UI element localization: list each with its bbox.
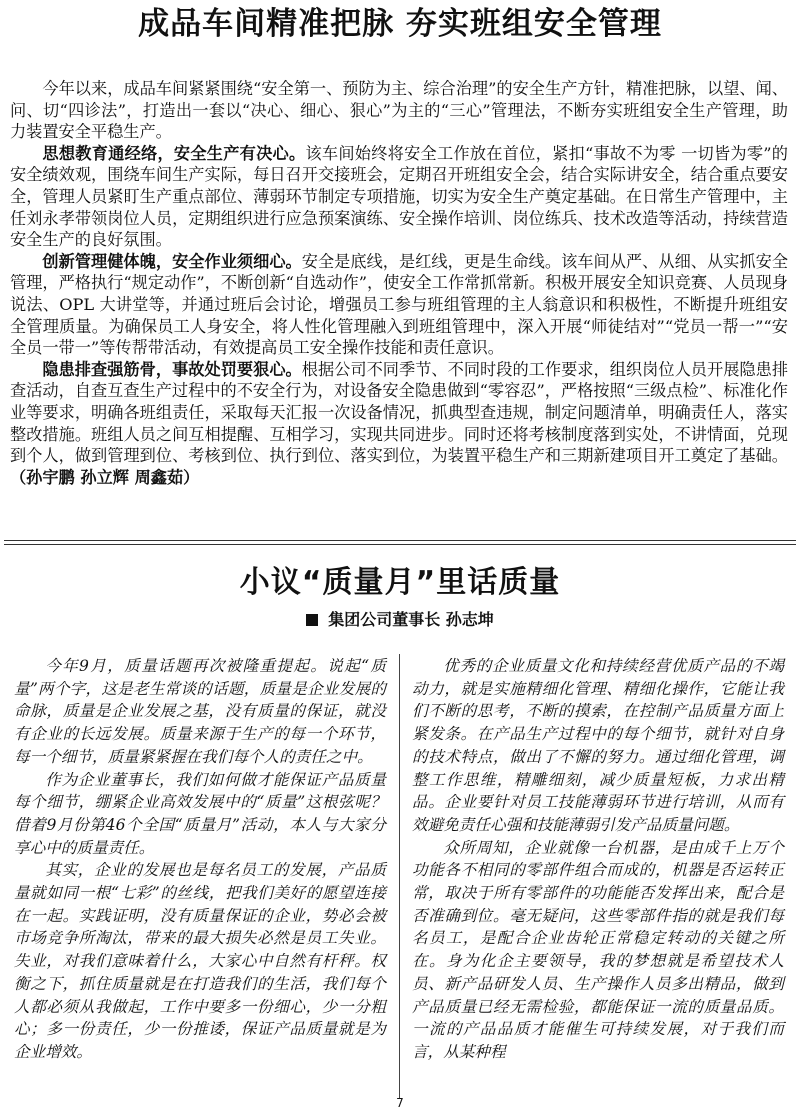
article2-paragraph: 作为企业董事长，我们如何做才能保证产品质量每个细节，绷紧企业高效发展中的“质量”这根弦呢？借着9月份第46个全国“质量月”活动，本人与大家分享心中的质量责任。: [14, 770, 386, 857]
subheading: 创新管理健体魄，安全作业须细心。: [42, 251, 302, 271]
column-divider: [399, 654, 400, 1099]
article1-title: 成品车间精准把脉 夯实班组安全管理: [138, 6, 662, 42]
page-number: 7: [396, 1096, 404, 1110]
article1-authors: （孙宇鹏 孙立辉 周鑫茹）: [10, 467, 200, 487]
section-divider: [4, 540, 796, 541]
paragraph-text: 该车间始终将安全工作放在首位，紧扣“事故不为零 一切皆为零”的安全绩效观，围绕车间生产实际，每日召开交接班会，定期召开班组安全会，结合实际讲安全，结合重点要安全，管理人员紧盯生产重点部位、薄弱环节制定专项措施，切实为安全生产奠定基础。在日常生产管理中，主任刘永孝带领岗位人员，定期组织进行应急预案演练、安全操作培训、岗位练兵、技术改造等活动，持续营造安全生产的良好氛围。: [10, 143, 788, 250]
byline-text: 集团公司董事长 孙志坤: [328, 610, 494, 629]
square-bullet-icon: [306, 614, 318, 626]
article1-paragraph: [10, 251, 788, 359]
article2-paragraph: 优秀的企业质量文化和持续经营优质产品的不竭动力，就是实施精细化管理、精细化操作，它能让我们不断的思考，不断的摸索，在控制产品质量方面上紧发条。在产品生产过程中的每个细节，就针对自身的技术特点，做出了不懈的努力。通过细化管理，调整工作思维，精雕细刻，减少质量短板，力求出精品。企业要针对员工技能薄弱环节进行培训，从而有效避免责任心强和技能薄弱引发产品质量问题。: [412, 657, 784, 834]
subheading: 隐患排查强筋骨，事故处罚要狠心。: [42, 359, 302, 379]
article1-intro: 今年以来，成品车间紧紧围绕“安全第一、预防为主、综合治理”的安全生产方针，精准把脉，以望、闻、问、切“四诊法”，打造出一套以“决心、细心、狠心”为主的“三心”管理法，不断夯实班组安全生产管理，助力装置安全平稳生产。: [10, 79, 788, 142]
article2-paragraph: 今年9月，质量话题再次被隆重提起。说起“质量”两个字，这是老生常谈的话题，质量是企业发展的命脉，质量是企业发展之基，没有质量的保证，就没有企业的长远发展。质量来源于生产的每一个环节，每一个细节，质量紧紧握在我们每个人的责任之中。: [14, 657, 386, 766]
article1-paragraph: [10, 143, 788, 251]
article2-left-column: [14, 655, 386, 1064]
article2-paragraph: 其实，企业的发展也是每名员工的发展，产品质量就如同一根“七彩”的丝线，把我们美好的愿望连接在一起。实践证明，没有质量保证的企业，势必会被市场竞争所淘汰，带来的最大损失必然是员工失业。失业，对我们意味着什么，大家心中自然有杆秤。权衡之下，抓住质量就是在打造我们的生活，我们每个人都必须从我做起，工作中要多一份细心，少一分粗心；多一份责任，少一份推诿，保证产品质量就是为企业增效。: [14, 861, 386, 1061]
article2-title: 小议“质量月”里话质量: [239, 565, 561, 600]
article2-right-column: [412, 655, 784, 1064]
subheading: 思想教育通经络，安全生产有决心。: [42, 143, 306, 163]
section-divider: [4, 544, 796, 545]
article1-paragraph: [10, 359, 788, 489]
paragraph-text: 根据公司不同季节、不同时段的工作要求，组织岗位人员开展隐患排查活动，自查互查生产过程中的不安全行为，对设备安全隐患做到“零容忍”，严格按照“三级点检”、标准化作业等要求，明确各班组责任，采取每天汇报一次设备情况，抓典型查违规，制定问题清单，明确责任人，落实整改措施。班组人员之间互相提醒、互相学习，实现共同进步。同时还将考核制度落到实处，不讲情面，兑现到个人，做到管理到位、考核到位、执行到位、落实到位，为装置平稳生产和三期新建项目开工奠定了基础。: [10, 359, 789, 466]
article2-paragraph: 众所周知，企业就像一台机器，是由成千上万个功能各不相同的零部件组合而成的，机器是否运转正常，取决于所有零部件的功能能否发挥出来，配合是否准确到位。毫无疑问，这些零部件指的就是我们每名员工，是配合企业齿轮正常稳定转动的关键之所在。身为化企主要领导，我的梦想就是希望技术人员、新产品研发人员、生产操作人员多出精品，做到产品质量已经无需检验，都能保证一流的质量品质。一流的产品品质才能催生可持续发展，对于我们而言，从某种程: [412, 838, 784, 1061]
article2-byline: [0, 609, 800, 631]
paragraph-text: 安全是底线，是红线，更是生命线。该车间从严、从细、从实抓安全管理，严格执行“规定动作”，不断创新“自选动作”，使安全工作常抓常新。积极开展安全知识竞赛、人员现身说法、OPL 大讲堂等，并通过班后会讨论，增强员工参与班组管理的主人翁意识和积极性，不断提升班组安全管理质量。为确保员工人身安全，将人性化管理融入到班组管理中，深入开展“师徒结对”“党员一帮一”“安全员一带一”等传帮带活动，有效提高员工安全操作技能和责任意识。: [10, 251, 789, 358]
article1-body: [10, 78, 788, 488]
